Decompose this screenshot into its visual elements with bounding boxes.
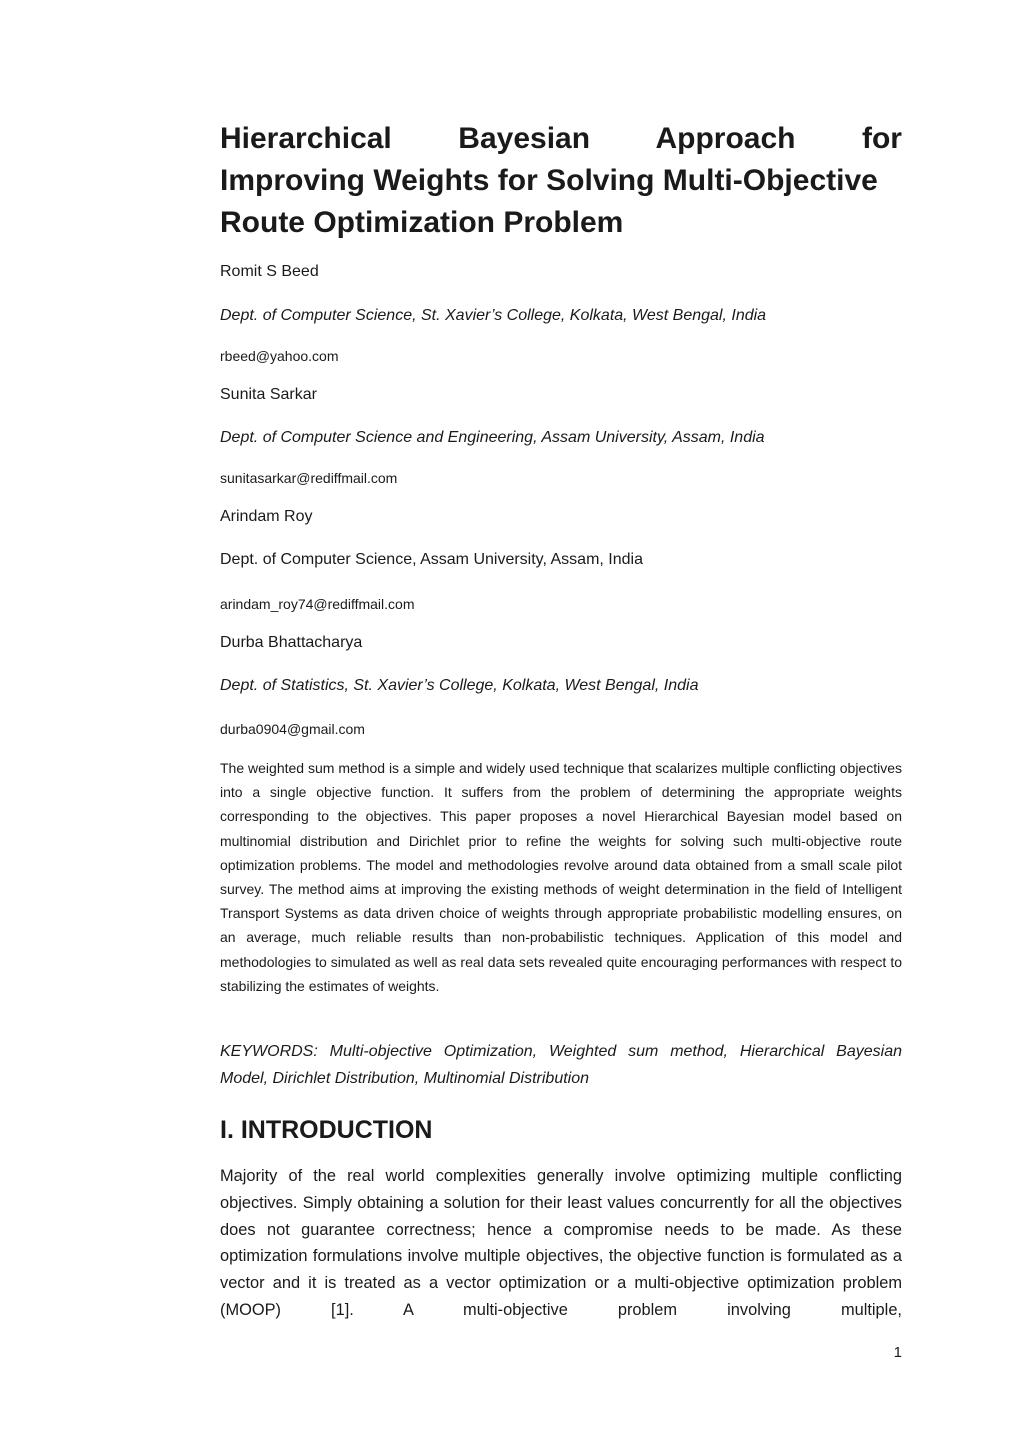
author-4-email: durba0904@gmail.com xyxy=(220,721,365,737)
author-3-affiliation: Dept. of Computer Science, Assam University, Assam, India xyxy=(220,551,643,568)
keywords: KEYWORDS: Multi-objective Optimization, Weighted sum method, Hierarchical Bayesian Model, Dirichlet Distribution, Multinomial Distribution xyxy=(220,1043,902,1087)
abstract: The weighted sum method is a simple and widely used technique that scalarizes multiple conflicting objectives into a single objective function. It suffers from the problem of determining the appropriate weights corresponding to the objectives. This paper proposes a novel Hierarchical Bayesian model based on multinomial distribution and Dirichlet prior to refine the weights for solving such multi-objective route optimization problems. The model and methodologies revolve around data obtained from a small scale pilot survey. The method aims at improving the existing methods of weight determination in the field of Intelligent Transport Systems as data driven choice of weights through appropriate probabilistic modelling ensures, on an average, much reliable results than non-probabilistic techniques. Application of this model and methodologies to simulated as well as real data sets revealed quite encouraging performances with respect to stabilizing the estimates of weights. xyxy=(220,760,902,994)
author-4-affiliation: Dept. of Statistics, St. Xavier’s College, Kolkata, West Bengal, India xyxy=(220,677,699,694)
page-number: 1 xyxy=(893,1344,902,1361)
title-line-1: Hierarchical Bayesian Approach for xyxy=(220,122,902,155)
title-line-3: Route Optimization Problem xyxy=(220,206,624,239)
introduction-text: Majority of the real world complexities generally involve optimizing multiple conflicting objectives. Simply obtaining a solution for their least values concurrently for all the objectives does not guarantee correctness; hence a compromise needs to be made. As these optimization formulations involve multiple objectives, the objective function is formulated as a vector and it is treated as a vector optimization or a multi-objective optimization problem (MOOP) [1]. A multi-objective problem involving multiple, xyxy=(220,1167,902,1319)
author-2-email: sunitasarkar@rediffmail.com xyxy=(220,470,398,486)
author-1-email: rbeed@yahoo.com xyxy=(220,348,339,364)
author-4-name: Durba Bhattacharya xyxy=(220,634,363,651)
author-2-affiliation: Dept. of Computer Science and Engineering, Assam University, Assam, India xyxy=(220,429,765,446)
author-1-name: Romit S Beed xyxy=(220,263,319,280)
author-3-name: Arindam Roy xyxy=(220,508,313,525)
author-3-email: arindam_roy74@rediffmail.com xyxy=(220,596,415,612)
introduction-heading: I. INTRODUCTION xyxy=(220,1116,433,1144)
author-2-name: Sunita Sarkar xyxy=(220,386,317,403)
title-line-2: Improving Weights for Solving Multi-Objective xyxy=(220,164,878,197)
author-1-affiliation: Dept. of Computer Science, St. Xavier’s College, Kolkata, West Bengal, India xyxy=(220,307,767,324)
paper-page xyxy=(220,0,902,1448)
paper-title xyxy=(220,118,902,244)
